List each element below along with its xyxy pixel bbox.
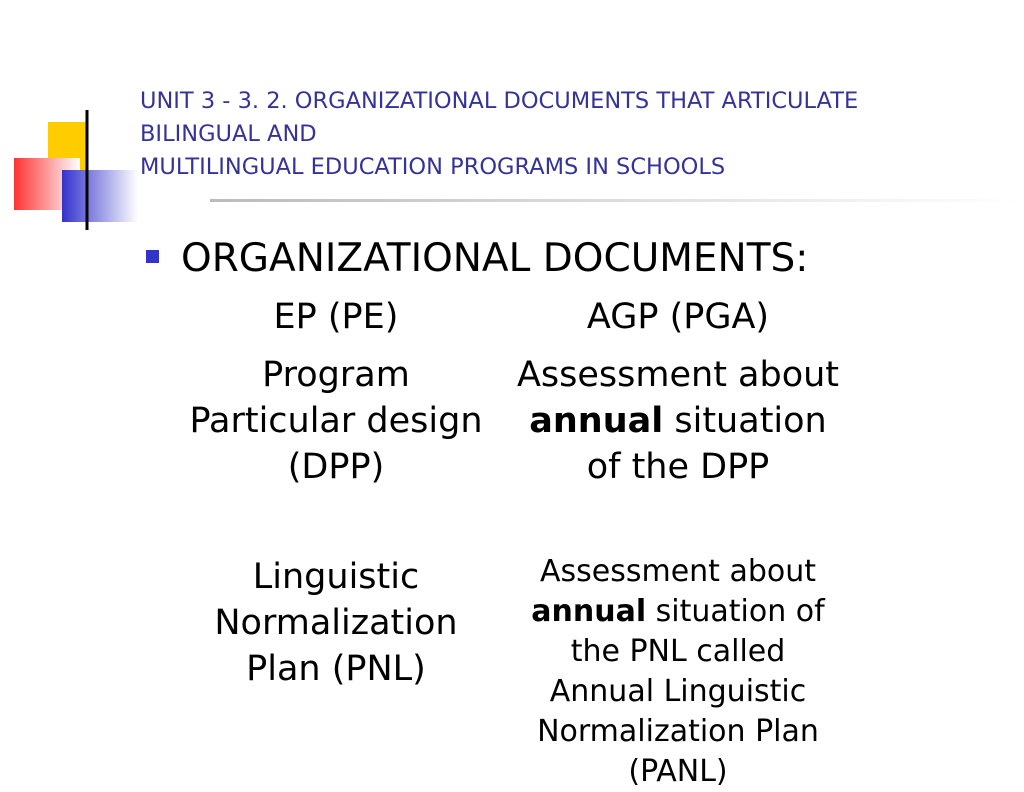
row2-right-line-6: (PANL)	[628, 754, 728, 789]
row1-left-cell	[176, 352, 496, 490]
title-line-2: BILINGUAL AND	[140, 121, 317, 147]
row1-right-line-3: of the DPP	[586, 447, 770, 487]
row2-right-line-2-rest: situation of	[646, 594, 825, 629]
row1-right-cell	[500, 352, 856, 490]
row1-right-bold: annual	[529, 401, 664, 441]
title-line-3: MULTILINGUAL EDUCATION PROGRAMS IN SCHOOLS	[140, 154, 726, 180]
row2-right-line-2	[500, 592, 856, 632]
logo-blue-block	[62, 170, 138, 222]
row1-left-line-2: Particular design	[189, 401, 483, 441]
row2-left-cell	[176, 554, 496, 692]
bullet-square-icon	[146, 250, 159, 263]
column-header-ep: EP (PE)	[273, 297, 399, 337]
title-line-1: UNIT 3 - 3. 2. ORGANIZATIONAL DOCUMENTS THAT ARTICULATE	[140, 88, 859, 114]
row1-right-line-1: Assessment about	[516, 355, 840, 395]
row2-right-line-4: Annual Linguistic	[549, 674, 807, 709]
bullet-item	[146, 236, 808, 281]
row2-right-line-3: the PNL called	[570, 634, 786, 669]
row2-left-line-1: Linguistic	[252, 557, 420, 597]
row1-right-line-2-rest: situation	[663, 401, 827, 441]
row2-right-bold: annual	[531, 594, 647, 629]
row2-right-line-1: Assessment about	[539, 554, 817, 589]
row1-right-line-2	[500, 398, 856, 444]
row1-left-line-1: Program	[262, 355, 410, 395]
row1-left-line-3: (DPP)	[287, 447, 385, 487]
row2-right-cell	[500, 552, 856, 789]
row2-right-line-5: Normalization Plan	[537, 714, 819, 749]
row2-left-line-2: Normalization	[214, 603, 458, 643]
row2-left-line-3: Plan (PNL)	[246, 649, 426, 689]
title-underline	[210, 196, 1024, 204]
slide-title	[140, 85, 1000, 184]
column-header-agp: AGP (PGA)	[586, 297, 770, 337]
bullet-text: ORGANIZATIONAL DOCUMENTS:	[181, 236, 809, 281]
